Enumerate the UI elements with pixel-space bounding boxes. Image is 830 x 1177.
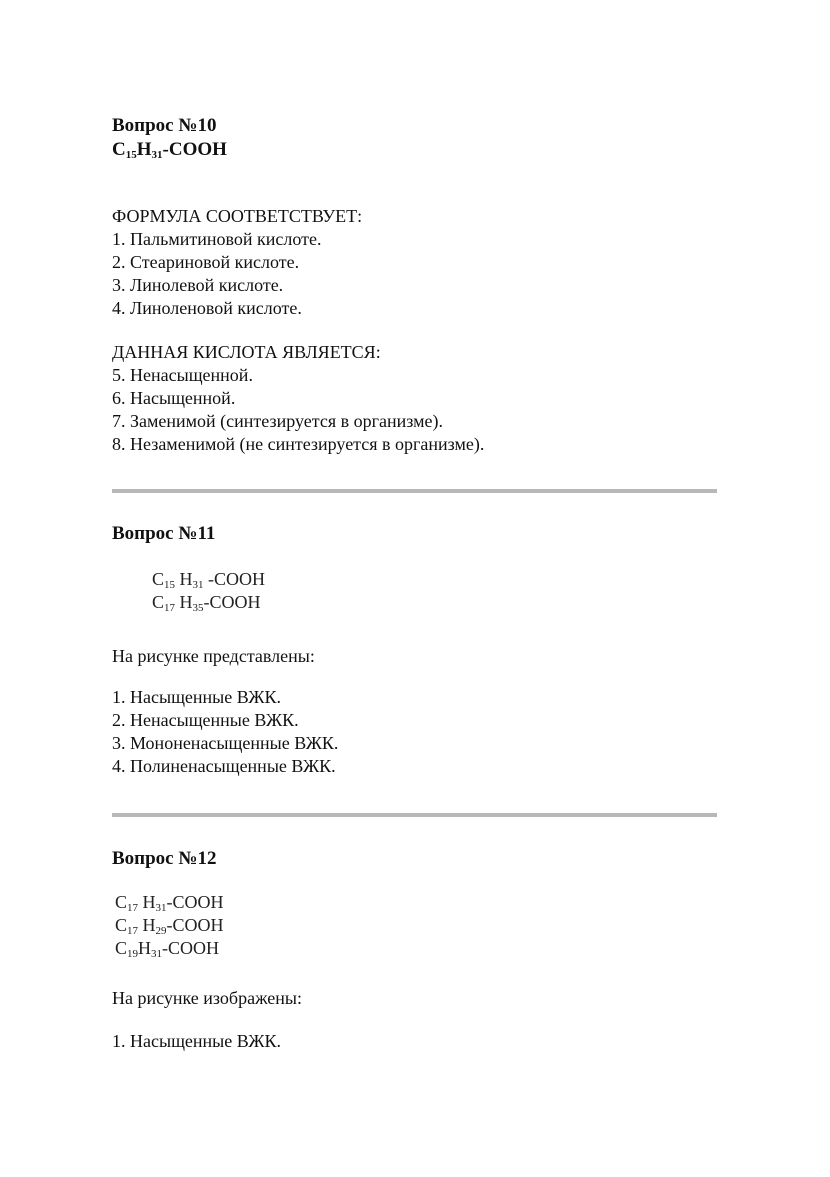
section-divider	[112, 813, 717, 817]
list-item: 5. Ненасыщенной.	[112, 365, 253, 385]
formula-heading: ФОРМУЛА СООТВЕТСТВУЕТ:	[112, 206, 363, 226]
list-item: 4. Линоленовой кислоте.	[112, 298, 302, 318]
acid-options-list	[112, 364, 484, 456]
list-item: 1. Насыщенные ВЖК.	[112, 1031, 281, 1051]
list-item: 3. Линолевой кислоте.	[112, 275, 284, 295]
acid-heading: ДАННАЯ КИСЛОТА ЯВЛЯЕТСЯ:	[112, 342, 381, 362]
formula-options-list	[112, 228, 321, 320]
list-item: 3. Мононенасыщенные ВЖК.	[112, 733, 339, 753]
list-item: 7. Заменимой (синтезируется в организме).	[112, 411, 443, 431]
formula-line: $C_{17}$ $H_{31}$-COOH	[115, 892, 224, 914]
formula-line: $C_{19}H_{31}$-COOH	[115, 938, 220, 960]
formula-line: $C_{17}$ $H_{29}$-COOH	[115, 915, 224, 937]
question-10-formula: $C_{15}H_{31}$-COOH	[112, 139, 227, 161]
list-item: 1. Насыщенные ВЖК.	[112, 687, 281, 707]
formula-line: $C_{15}$ $H_{31}$ -COOH	[152, 569, 266, 591]
formula-line: $C_{17}$ $H_{35}$-COOH	[152, 592, 261, 614]
list-item: 2. Ненасыщенные ВЖК.	[112, 710, 299, 730]
question-10-title: Вопрос №10	[112, 115, 217, 136]
question-12-title: Вопрос №12	[112, 848, 217, 869]
question-11-prompt: На рисунке представлены:	[112, 646, 315, 666]
question-12-prompt: На рисунке изображены:	[112, 988, 302, 1008]
list-item: 4. Полиненасыщенные ВЖК.	[112, 756, 336, 776]
list-item: 1. Пальмитиновой кислоте.	[112, 229, 322, 249]
question-11-title: Вопрос №11	[112, 523, 216, 544]
list-item: 2. Стеариновой кислоте.	[112, 252, 300, 272]
question-11-options	[112, 686, 338, 778]
list-item: 6. Насыщенной.	[112, 388, 236, 408]
question-12-formulas	[115, 891, 224, 960]
list-item: 8. Незаменимой (не синтезируется в организме).	[112, 434, 485, 454]
section-divider	[112, 489, 717, 493]
question-12-options	[112, 1030, 281, 1053]
question-11-formulas	[152, 568, 265, 614]
